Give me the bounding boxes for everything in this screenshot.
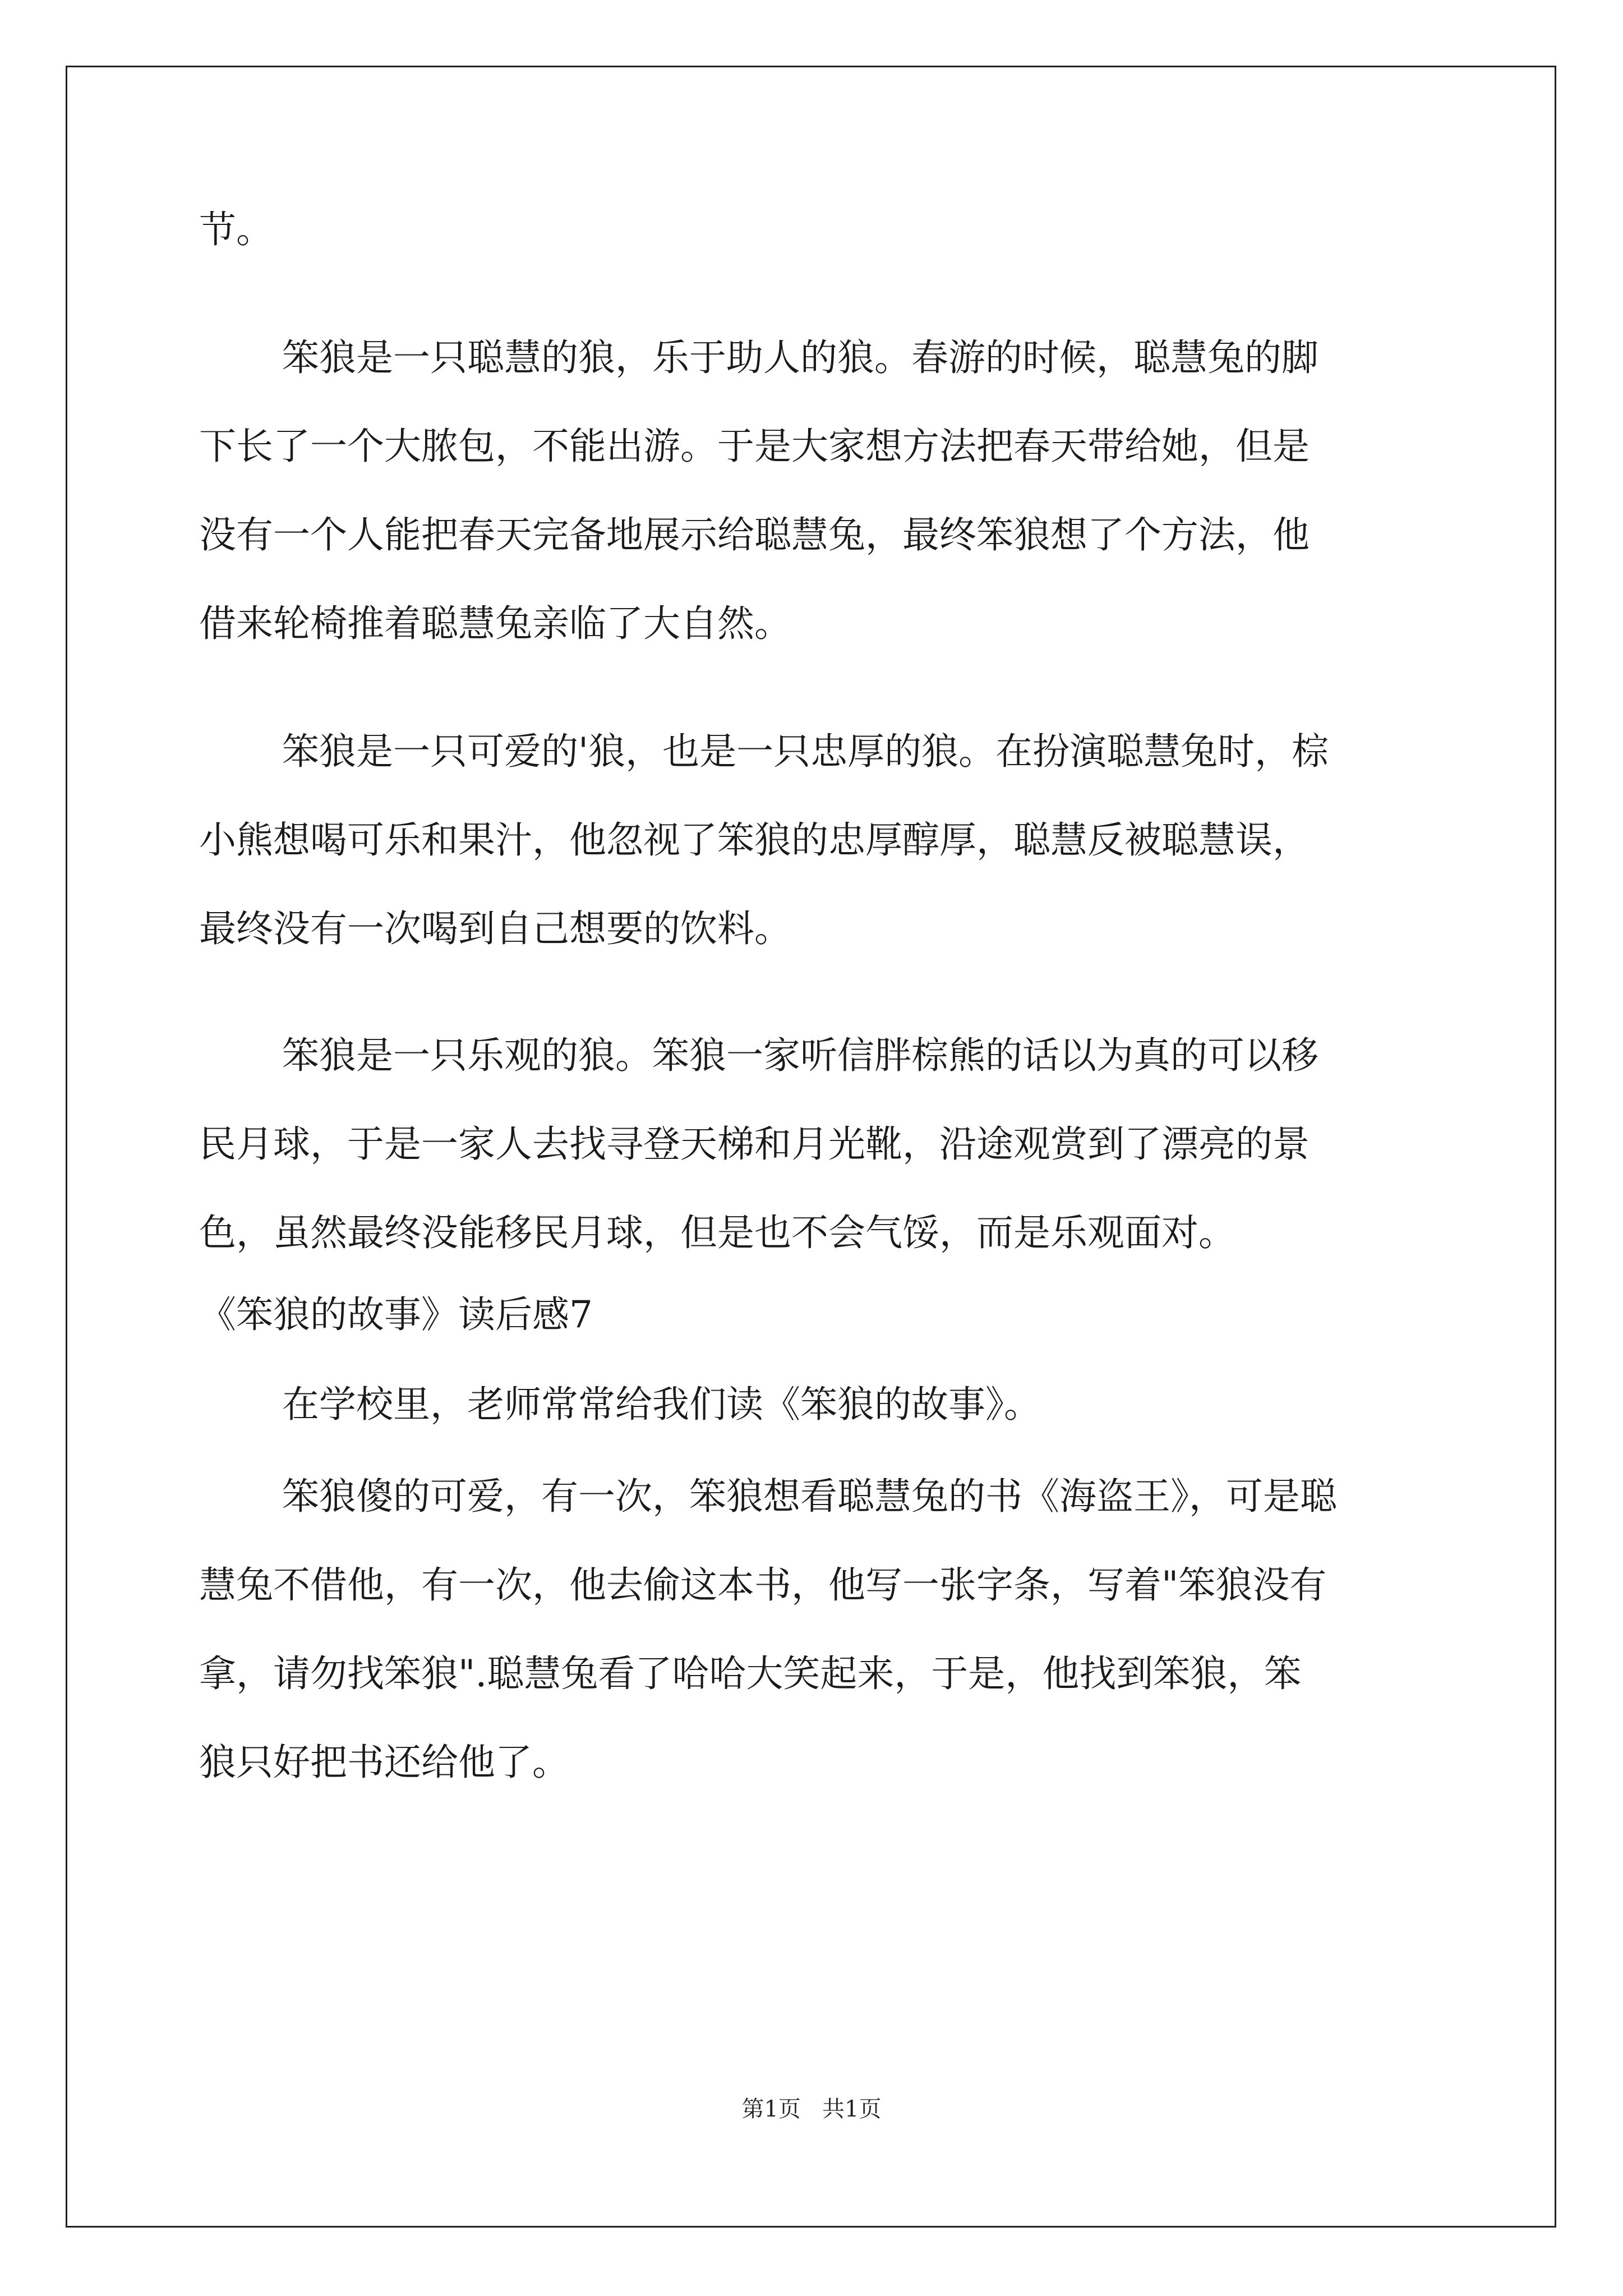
text-line: 狼只好把书还给他了。 (199, 1741, 569, 1784)
paragraph-first-line: 在学校里，老师常常给我们读《笨狼的故事》。 (282, 1383, 1041, 1426)
text-line: 小熊想喝可乐和果汁，他忽视了笨狼的忠厚醇厚，聪慧反被聪慧误， (199, 818, 1310, 862)
text-line: 民月球，于是一家人去找寻登天梯和月光靴，沿途观赏到了漂亮的景 (199, 1122, 1310, 1166)
text-line: 慧兔不借他，有一次，他去偷这本书，他写一张字条，写着"笨狼没有 (199, 1563, 1327, 1607)
text-line: 借来轮椅推着聪慧兔亲临了大自然。 (199, 602, 791, 645)
text-line: 拿，请勿找笨狼".聪慧兔看了哈哈大笑起来，于是，他找到笨狼，笨 (199, 1652, 1302, 1695)
paragraph-first-line: 笨狼傻的可爱，有一次，笨狼想看聪慧兔的书《海盗王》，可是聪 (282, 1475, 1337, 1518)
text-line: 下长了一个大脓包，不能出游。于是大家想方法把春天带给她，但是 (199, 425, 1310, 468)
paragraph-first-line: 笨狼是一只聪慧的狼，乐于助人的狼。春游的时候，聪慧兔的脚 (282, 336, 1318, 379)
section-heading: 《笨狼的故事》读后感7 (199, 1293, 593, 1336)
text-line: 色，虽然最终没能移民月球，但是也不会气馁，而是乐观面对。 (199, 1211, 1235, 1254)
page-number-footer: 第1页 共1页 (741, 2096, 882, 2122)
text-line: 节。 (199, 208, 273, 251)
text-line: 没有一个人能把春天完备地展示给聪慧兔，最终笨狼想了个方法，他 (199, 513, 1310, 556)
paragraph-first-line: 笨狼是一只可爱的'狼，也是一只忠厚的狼。在扮演聪慧兔时，棕 (282, 730, 1329, 773)
text-line: 最终没有一次喝到自己想要的饮料。 (199, 907, 791, 950)
paragraph-first-line: 笨狼是一只乐观的狼。笨狼一家听信胖棕熊的话以为真的可以移 (282, 1034, 1318, 1077)
